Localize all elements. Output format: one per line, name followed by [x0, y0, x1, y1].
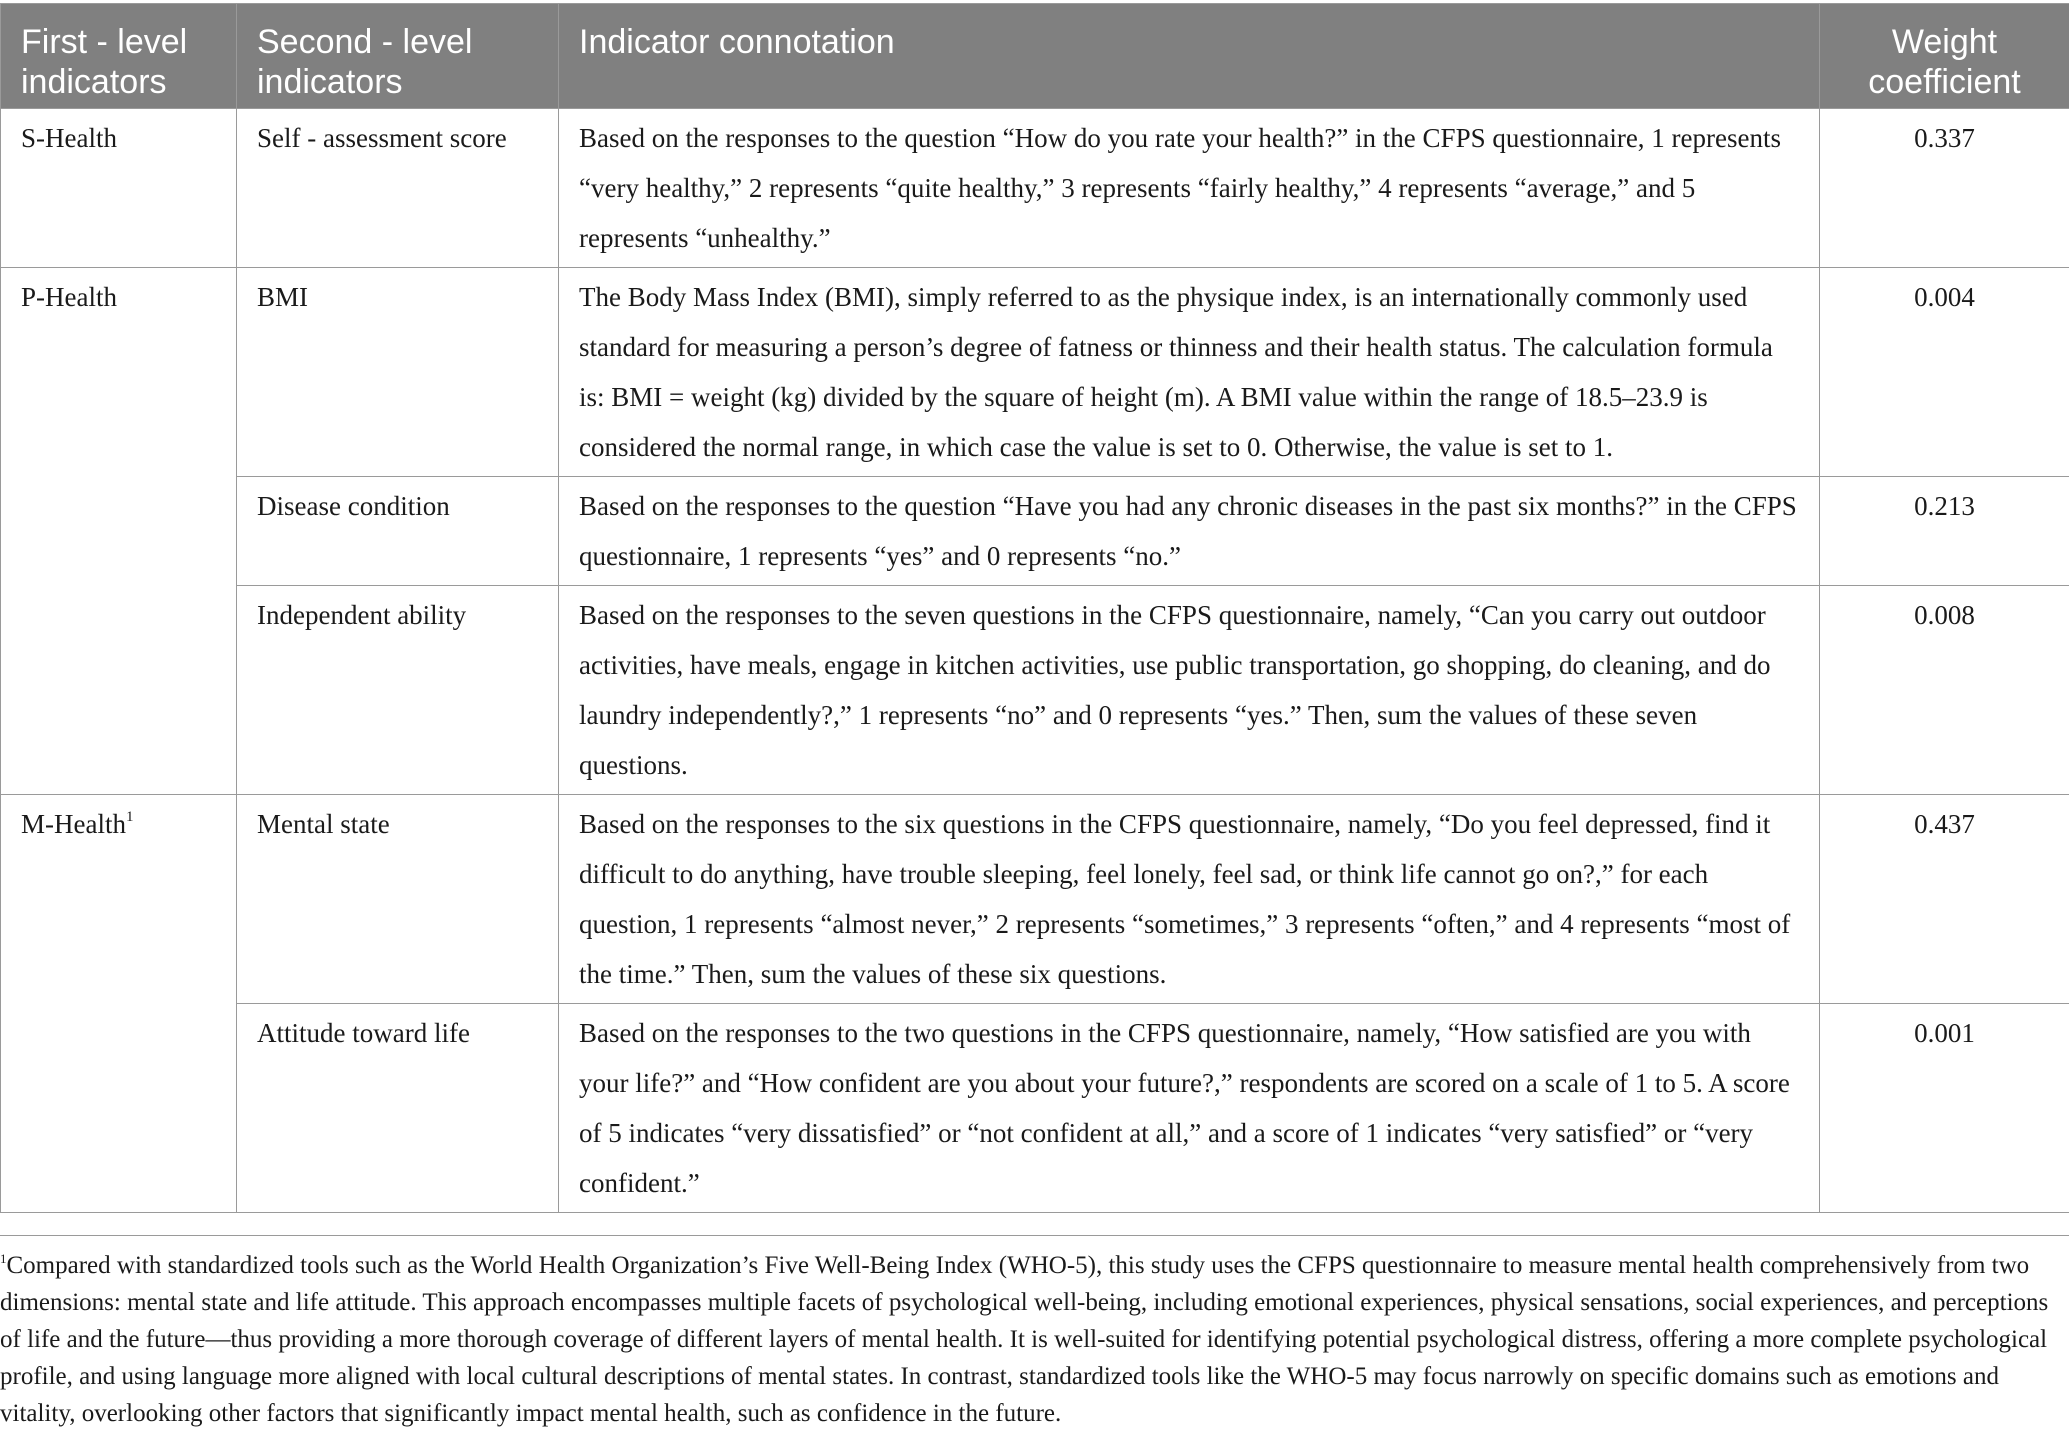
header-connotation: Indicator connotation: [559, 4, 1820, 109]
first-level-cell: [1, 795, 237, 1213]
weight-cell: 0.004: [1820, 268, 2069, 477]
footnote-marker: 1: [0, 1251, 7, 1266]
header-second-level: Second - level indicators: [237, 4, 559, 109]
second-level-cell: Attitude toward life: [237, 1004, 559, 1213]
first-level-cell: [1, 109, 237, 268]
second-level-cell: Mental state: [237, 795, 559, 1004]
header-weight: Weight coefficient: [1820, 4, 2069, 109]
footnote-text: Compared with standardized tools such as the World Health Organization’s Five Well-Being Index (WHO-5), this study uses the CFPS questionnaire to measure mental health comprehensively from two dimensions: mental state and life attitude. This approach encompasses multiple facets of psychological well-being, including emotional experiences, physical sensations, social experiences, and perceptions of life and the future—thus providing a more thorough coverage of different layers of mental health. It is well-suited for identifying potential psychological distress, offering a more complete psychological profile, and using language more aligned with local cultural descriptions of mental states. In contrast, standardized tools like the WHO-5 may focus narrowly on specific domains such as emotions and vitality, overlooking other factors that significantly impact mental health, such as confidence in the future.: [0, 1252, 2049, 1427]
table-row: [1, 1004, 2069, 1213]
connotation-cell: Based on the responses to the six questions in the CFPS questionnaire, namely, “Do you feel depressed, find it difficult to do anything, have trouble sleeping, feel lonely, feel sad, or think life cannot go on?,” for each question, 1 represents “almost never,” 2 represents “sometimes,” 3 represents “often,” and 4 represents “most of the time.” Then, sum the values of these six questions.: [559, 795, 1820, 1004]
table-row: [1, 586, 2069, 795]
connotation-cell: Based on the responses to the seven questions in the CFPS questionnaire, namely, “Can you carry out outdoor activities, have meals, engage in kitchen activities, use public transportation, go shopping, do cleaning, and do laundry independently?,” 1 represents “no” and 0 represents “yes.” Then, sum the values of these seven questions.: [559, 586, 1820, 795]
table-row: [1, 795, 2069, 1004]
footnote-marker: 1: [125, 809, 134, 825]
second-level-cell: Independent ability: [237, 586, 559, 795]
header-first-level: First - level indicators: [1, 4, 237, 109]
first-level-cell: [1, 268, 237, 795]
first-level-label: P-Health: [21, 282, 117, 312]
weight-cell: 0.001: [1820, 1004, 2069, 1213]
table-header-row: [1, 4, 2069, 109]
table-row: [1, 477, 2069, 586]
table-row: [1, 268, 2069, 477]
connotation-cell: Based on the responses to the two questions in the CFPS questionnaire, namely, “How satisfied are you with your life?” and “How confident are you about your future?,” respondents are scored on a scale of 1 to 5. A score of 5 indicates “very dissatisfied” or “not confident at all,” and a score of 1 indicates “very satisfied” or “very confident.”: [559, 1004, 1820, 1213]
indicator-table: [0, 3, 2069, 1213]
second-level-cell: BMI: [237, 268, 559, 477]
weight-cell: 0.213: [1820, 477, 2069, 586]
first-level-label: M-Health: [21, 809, 126, 839]
table-row: [1, 109, 2069, 268]
connotation-cell: The Body Mass Index (BMI), simply referred to as the physique index, is an internationally commonly used standard for measuring a person’s degree of fatness or thinness and their health status. The calculation formula is: BMI = weight (kg) divided by the square of height (m). A BMI value within the range of 18.5–23.9 is considered the normal range, in which case the value is set to 0. Otherwise, the value is set to 1.: [559, 268, 1820, 477]
table-footnote: [0, 1247, 2060, 1432]
weight-cell: 0.337: [1820, 109, 2069, 268]
weight-cell: 0.437: [1820, 795, 2069, 1004]
second-level-cell: Disease condition: [237, 477, 559, 586]
footnote-divider: [0, 1235, 2069, 1236]
connotation-cell: Based on the responses to the question “Have you had any chronic diseases in the past six months?” in the CFPS questionnaire, 1 represents “yes” and 0 represents “no.”: [559, 477, 1820, 586]
weight-cell: 0.008: [1820, 586, 2069, 795]
second-level-cell: Self - assessment score: [237, 109, 559, 268]
first-level-label: S-Health: [21, 123, 117, 153]
connotation-cell: Based on the responses to the question “How do you rate your health?” in the CFPS questionnaire, 1 represents “very healthy,” 2 represents “quite healthy,” 3 represents “fairly healthy,” 4 represents “average,” and 5 represents “unhealthy.”: [559, 109, 1820, 268]
